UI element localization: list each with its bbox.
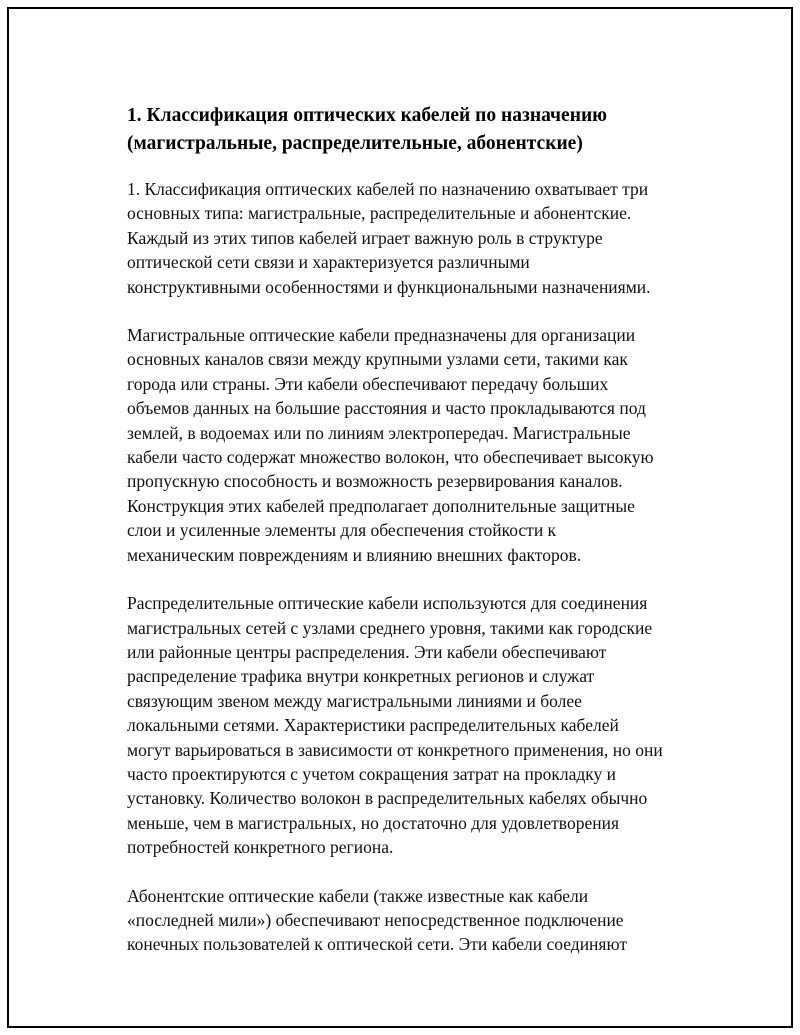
- text-line: магистральных сетей с узлами среднего уровня, такими как городские: [127, 617, 653, 638]
- paragraph-subscriber: [127, 884, 707, 957]
- paragraph-distribution: [127, 591, 707, 859]
- text-line: слои и усиленные элементы для обеспечения стойкости к: [127, 520, 557, 541]
- text-line: города или страны. Эти кабели обеспечивают передачу больших: [127, 373, 609, 394]
- text-line: часто проектируются с учетом сокращения затрат на прокладку и: [127, 763, 617, 784]
- text-line: Абонентские оптические кабели (также известные как кабели: [127, 885, 589, 906]
- text-line: кабели часто содержат множество волокон, что обеспечивает высокую: [127, 447, 654, 468]
- text-line: Распределительные оптические кабели используются для соединения: [127, 593, 648, 614]
- text-line: механическим повреждениям и влиянию внешних факторов.: [127, 544, 582, 565]
- text-line: 1. Классификация оптических кабелей по назначению охватывает три: [127, 179, 649, 199]
- text-line: Магистральные оптические кабели предназначены для организации: [127, 325, 636, 346]
- text-line: основных каналов связи между крупными узлами сети, такими как: [127, 349, 628, 370]
- text-line: или районные центры распределения. Эти кабели обеспечивают: [127, 641, 607, 662]
- text-line: конструктивными особенностями и функциональными назначениями.: [127, 276, 651, 297]
- text-line: потребностей конкретного региона.: [127, 837, 394, 858]
- text-line: локальными сетями. Характеристики распределительных кабелей: [127, 715, 619, 736]
- text-line: могут варьироваться в зависимости от конкретного применения, но они: [127, 739, 663, 760]
- page-frame: [7, 7, 793, 1028]
- paragraph-intro: [127, 177, 707, 299]
- text-line: установку. Количество волокон в распределительных кабелях обычно: [127, 788, 648, 809]
- heading-line: (магистральные, распределительные, абонентские): [127, 133, 583, 154]
- text-line: распределение трафика внутри конкретных регионов и служат: [127, 666, 595, 687]
- text-line: объемов данных на большие расстояния и часто прокладываются под: [127, 398, 646, 419]
- text-line: связующим звеном между магистральными линиями и более: [127, 690, 582, 711]
- section-heading: [127, 102, 707, 158]
- text-line: основных типа: магистральные, распределительные и абонентские.: [127, 203, 632, 224]
- heading-line: 1. Классификация оптических кабелей по назначению: [127, 105, 608, 126]
- text-line: Каждый из этих типов кабелей играет важную роль в структуре: [127, 227, 603, 248]
- document-body: [127, 102, 707, 981]
- text-line: пропускную способность и возможность резервирования каналов.: [127, 471, 623, 492]
- text-line: меньше, чем в магистральных, но достаточно для удовлетворения: [127, 812, 619, 833]
- text-line: «последней мили») обеспечивают непосредственное подключение: [127, 909, 624, 930]
- text-line: землей, в водоемах или по линиям электропередач. Магистральные: [127, 422, 631, 443]
- text-line: Конструкция этих кабелей предполагает дополнительные защитные: [127, 495, 635, 516]
- text-line: конечных пользователей к оптической сети. Эти кабели соединяют: [127, 934, 627, 955]
- paragraph-backbone: [127, 323, 707, 567]
- text-line: оптической сети связи и характеризуется различными: [127, 252, 530, 273]
